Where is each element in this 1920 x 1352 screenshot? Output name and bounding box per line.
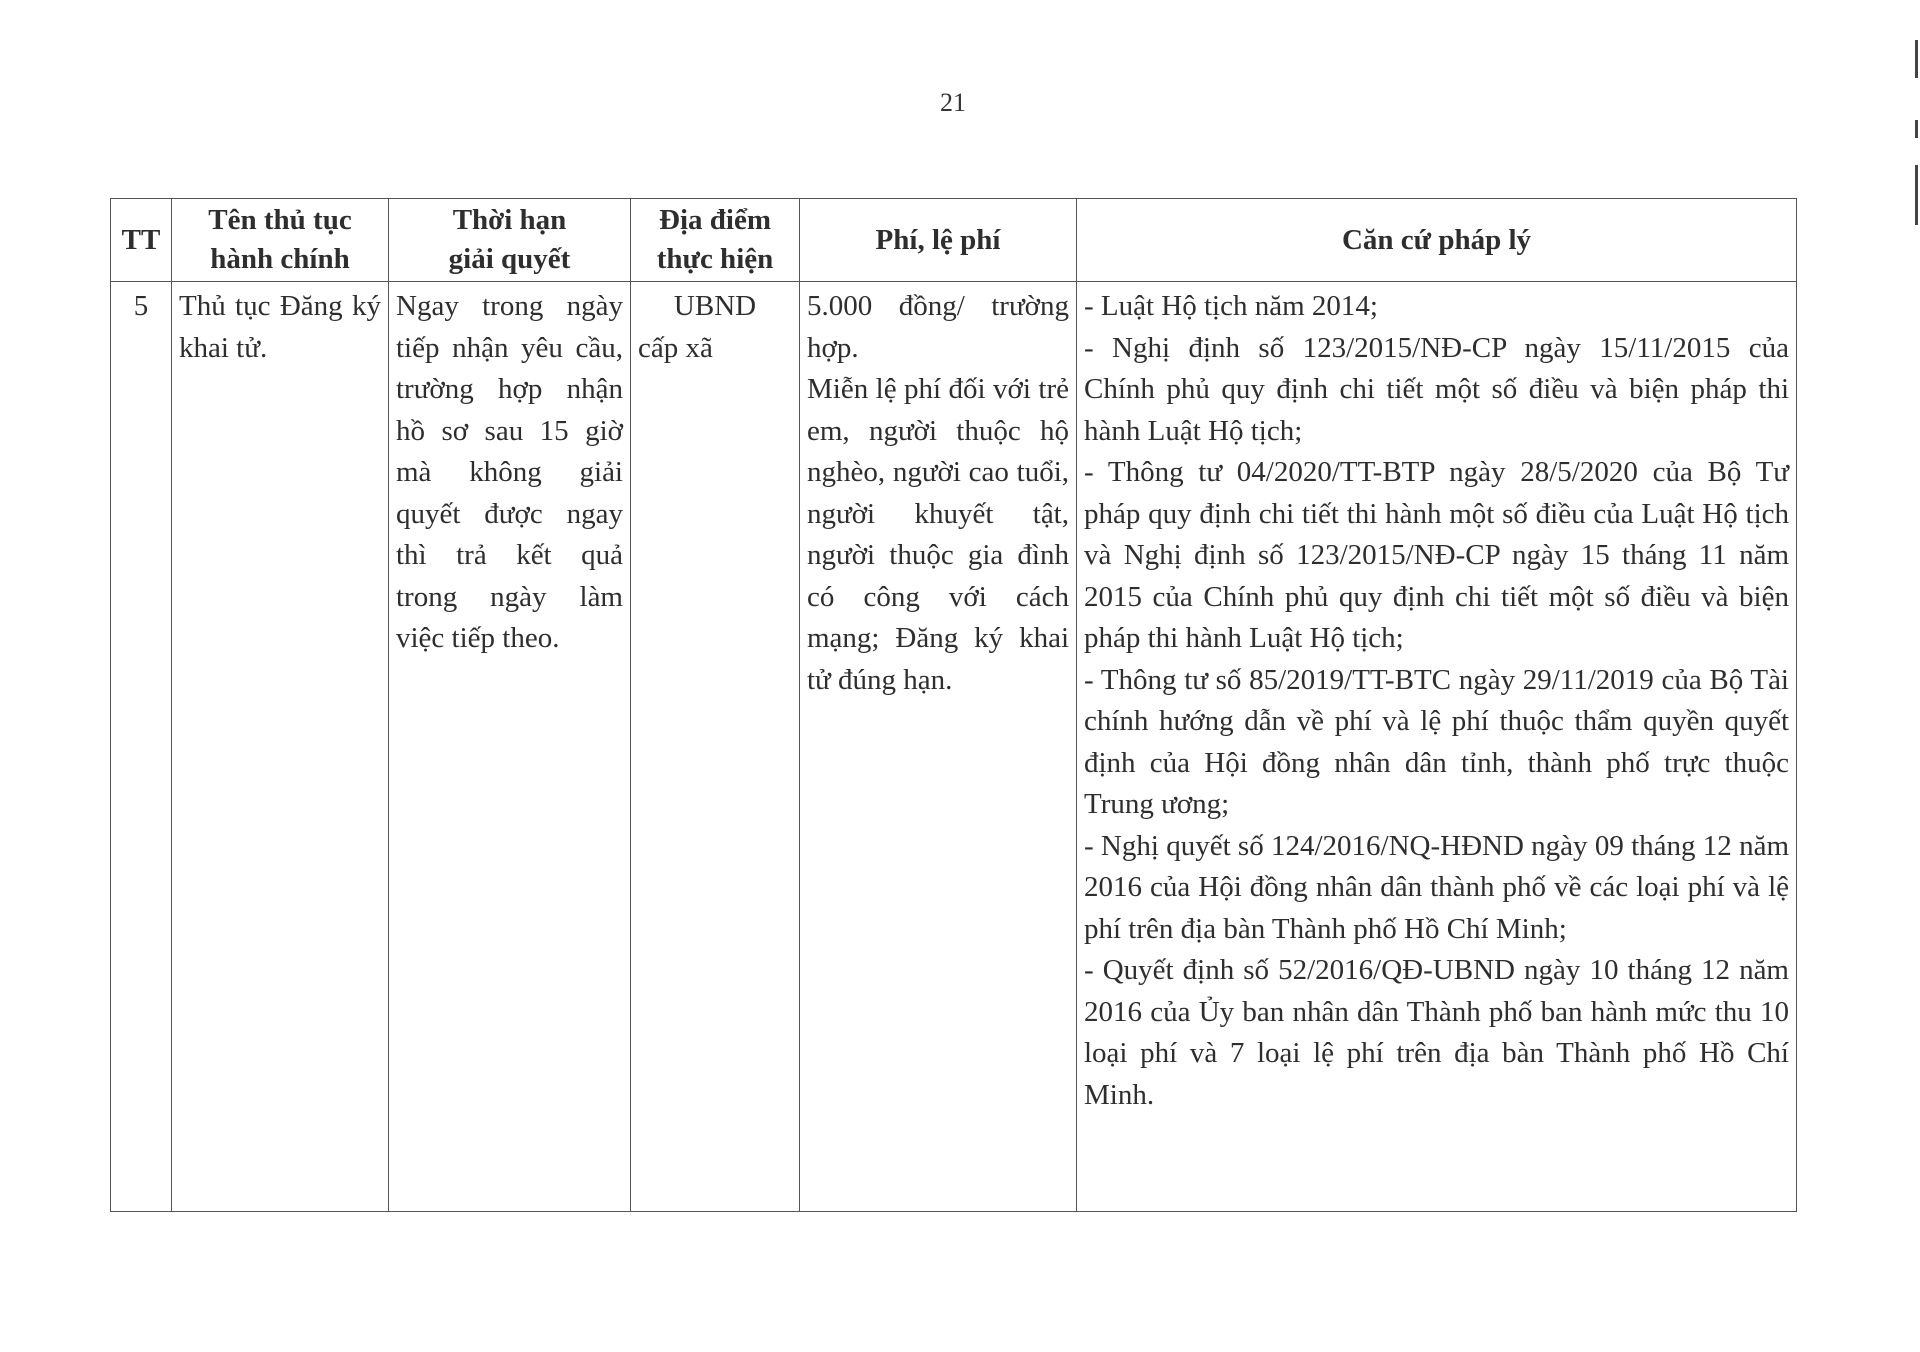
header-procedure-name <box>172 199 389 282</box>
header-location-line1: Địa điểm <box>659 204 771 236</box>
header-processing-time <box>389 199 631 282</box>
scan-edge-mark <box>1915 165 1918 225</box>
cell-location-line2: cấp xã <box>638 331 713 364</box>
header-fee: Phí, lệ phí <box>800 199 1077 282</box>
cell-processing-time: Ngay trong ngày tiếp nhận yêu cầu, trường hợp nhận hồ sơ sau 15 giờ mà không giải quyết được ngay thì trả kết quả trong ngày làm việc tiếp theo. <box>389 282 631 1212</box>
legal-item: - Thông tư 04/2020/TT-BTP ngày 28/5/2020 của Bộ Tư pháp quy định chi tiết thi hành một số điều của Luật Hộ tịch và Nghị định số 123/2015/NĐ-CP ngày 15 tháng 11 năm 2015 của Chính phủ quy định chi tiết một số điều và biện pháp thi hành Luật Hộ tịch; <box>1084 456 1789 654</box>
header-location <box>631 199 800 282</box>
legal-item: - Nghị định số 123/2015/NĐ-CP ngày 15/11/2015 của Chính phủ quy định chi tiết một số điều và biện pháp thi hành Luật Hộ tịch; <box>1084 331 1789 447</box>
header-legal-basis: Căn cứ pháp lý <box>1077 199 1797 282</box>
legal-item: - Quyết định số 52/2016/QĐ-UBND ngày 10 tháng 12 năm 2016 của Ủy ban nhân dân Thành phố ban hành mức thu 10 loại phí và 7 loại lệ phí trên địa bàn Thành phố Hồ Chí Minh. <box>1084 954 1789 1111</box>
cell-location-line1: UBND <box>673 290 757 322</box>
table-row <box>111 282 1797 1212</box>
scan-edge-mark <box>1915 40 1918 78</box>
legal-item: - Luật Hộ tịch năm 2014; <box>1084 290 1378 322</box>
header-processing-time-line2: giải quyết <box>448 243 571 275</box>
cell-procedure-name: Thủ tục Đăng ký khai tử. <box>172 282 389 1212</box>
legal-item: - Thông tư số 85/2019/TT-BTC ngày 29/11/2019 của Bộ Tài chính hướng dẫn về phí và lệ phí thuộc thẩm quyền quyết định của Hội đồng nhân dân tỉnh, thành phố trực thuộc Trung ương; <box>1084 663 1789 820</box>
scan-edge-mark <box>1915 120 1918 138</box>
header-procedure-name-line2: hành chính <box>210 243 350 275</box>
cell-location <box>631 282 800 1212</box>
header-location-line2: thực hiện <box>656 243 774 275</box>
procedure-table <box>110 198 1797 1212</box>
cell-legal-basis <box>1077 282 1797 1212</box>
legal-item: - Nghị quyết số 124/2016/NQ-HĐND ngày 09 tháng 12 năm 2016 của Hội đồng nhân dân thành phố về các loại phí và lệ phí trên địa bàn Thành phố Hồ Chí Minh; <box>1084 829 1789 945</box>
header-procedure-name-line1: Tên thủ tục <box>208 204 352 236</box>
header-tt: TT <box>111 199 172 282</box>
cell-tt: 5 <box>111 282 172 1212</box>
cell-fee-exemption: Miễn lệ phí đối với trẻ em, người thuộc hộ nghèo, người cao tuổi, người khuyết tật, người thuộc gia đình có công với cách mạng; Đăng ký khai tử đúng hạn. <box>807 373 1069 696</box>
cell-fee <box>800 282 1077 1212</box>
table-header-row <box>111 199 1797 282</box>
header-processing-time-line1: Thời hạn <box>452 204 567 236</box>
page-number: 21 <box>940 88 966 117</box>
cell-fee-amount: 5.000 đồng/ trường hợp. <box>807 290 1069 364</box>
